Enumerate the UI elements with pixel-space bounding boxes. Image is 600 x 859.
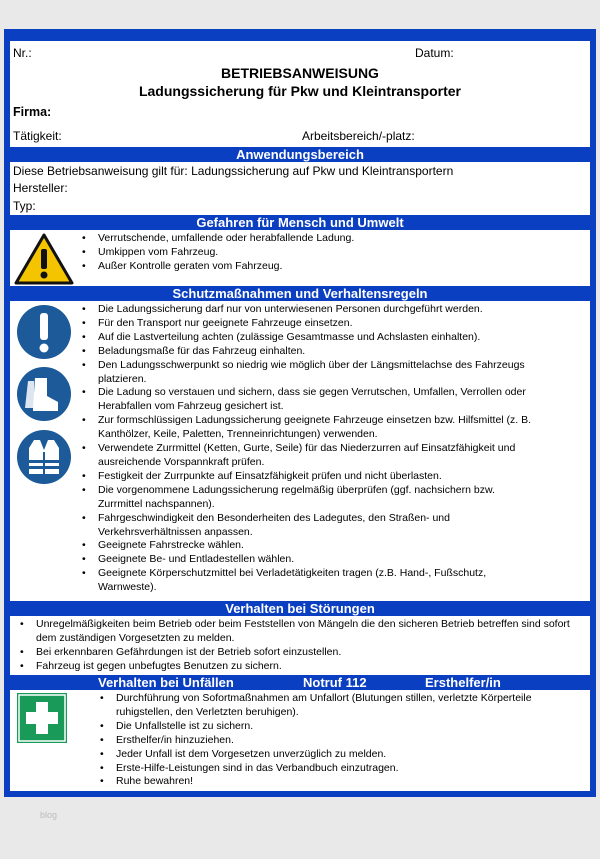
list-item: • Die vorgenommene Ladungssicherung regelmäßig überprüfen (ggf. nachsichern bzw. Zurrmittel nachspannen). <box>98 484 538 512</box>
section-unfaelle-heading <box>10 675 590 690</box>
anwendung-line: Diese Betriebsanweisung gilt für: Ladungssicherung auf Pkw und Kleintransportern <box>13 164 454 178</box>
list-item: • Festigkeit der Zurrpunkte auf Einsatzfähigkeit prüfen und nicht überlasten. <box>98 470 538 484</box>
stoerungen-list-wrap <box>36 618 586 674</box>
list-item: • Beladungsmaße für das Fahrzeug einhalten. <box>98 345 538 359</box>
first-aid-icon <box>17 693 67 743</box>
page-subtitle: Ladungssicherung für Pkw und Kleintransporter <box>138 83 462 99</box>
safety-boots-icon <box>15 365 73 423</box>
list-item: • Geeignete Körperschutzmittel bei Verladetätigkeiten tragen (z.B. Hand-, Fußschutz, Warnweste). <box>98 567 538 595</box>
stoerungen-list <box>36 618 586 674</box>
list-item: • Den Ladungsschwerpunkt so niedrig wie möglich über der Längsmittelachse des Fahrzeugs platzieren. <box>98 359 538 387</box>
list-item: • Die Ladung so verstauen und sichern, dass sie gegen Verrutschen, Umfallen, Verrollen oder Herabfallen vom Fahrzeug gesichert ist. <box>98 386 538 414</box>
list-item: • Geeignete Fahrstrecke wählen. <box>98 539 538 553</box>
list-item: • Verwendete Zurrmittel (Ketten, Gurte, Seile) für das Niederzurren auf Einsatzfähigkeit und ausreichende Vorspannkraft prüfen. <box>98 442 538 470</box>
gefahren-list-wrap <box>98 232 588 274</box>
list-item: • Fahrzeug ist gegen unbefugtes Benutzen zu sichern. <box>36 660 586 674</box>
list-item: • Für den Transport nur geeignete Fahrzeuge einsetzen. <box>98 317 538 331</box>
section-gefahren-heading: Gefahren für Mensch und Umwelt <box>10 215 590 230</box>
section-stoerungen-heading: Verhalten bei Störungen <box>10 601 590 616</box>
list-item: • Verrutschende, umfallende oder herabfallende Ladung. <box>98 232 588 246</box>
list-item: • Ruhe bewahren! <box>116 775 576 789</box>
section-schutz-heading: Schutzmaßnahmen und Verhaltensregeln <box>10 286 590 301</box>
schutz-list <box>98 303 538 595</box>
warning-triangle-icon <box>14 233 74 285</box>
list-item: • Auf die Lastverteilung achten (zulässige Gesamtmasse und Achslasten einhalten). <box>98 331 538 345</box>
firma-label: Firma: <box>13 105 52 119</box>
list-item: • Fahrgeschwindigkeit den Besonderheiten des Ladegutes, den Straßen- und Verkehrsverhältnissen anpassen. <box>98 512 538 540</box>
mandatory-general-icon <box>15 303 73 361</box>
list-item: • Geeignete Be- und Entladestellen wählen. <box>98 553 538 567</box>
list-item: • Bei erkennbaren Gefährdungen ist der Betrieb sofort einzustellen. <box>36 646 586 660</box>
list-item: • Zur formschlüssigen Ladungssicherung geeignete Fahrzeuge einsetzen bzw. Hilfsmittel (z. B. Kanthölzer, Keile, Paletten, Trenneinrichtungen) verwenden. <box>98 414 538 442</box>
datum-label: Datum: <box>415 46 454 60</box>
typ-label: Typ: <box>13 199 36 213</box>
taetigkeit-label: Tätigkeit: <box>13 129 62 143</box>
list-item: • Umkippen vom Fahrzeug. <box>98 246 588 260</box>
gefahren-icon-cell <box>10 230 80 287</box>
list-item: • Die Unfallstelle ist zu sichern. <box>116 720 576 734</box>
blog-watermark: blog <box>40 810 58 820</box>
list-item: • Jeder Unfall ist dem Vorgesetzen unverzüglich zu melden. <box>116 748 576 762</box>
list-item: • Die Ladungssicherung darf nur von unterwiesenen Personen durchgeführt werden. <box>98 303 538 317</box>
gefahren-list <box>98 232 588 274</box>
list-item: • Außer Kontrolle geraten vom Fahrzeug. <box>98 260 588 274</box>
arbeitsbereich-label: Arbeitsbereich/-platz: <box>302 129 415 143</box>
warning-vest-icon <box>15 428 73 486</box>
document-body <box>10 41 590 791</box>
unfaelle-heading: Verhalten bei Unfällen <box>98 675 234 690</box>
ersthelfer-label: Ersthelfer/in <box>425 675 501 690</box>
notruf-label: Notruf 112 <box>303 675 367 690</box>
unfaelle-icon-cell <box>10 690 80 750</box>
unfaelle-list-wrap <box>116 692 576 789</box>
schutz-icon-cell <box>10 301 80 601</box>
document-frame <box>4 29 596 797</box>
schutz-list-wrap <box>98 303 538 595</box>
list-item: • Ersthelfer/in hinzuziehen. <box>116 734 576 748</box>
list-item: • Erste-Hilfe-Leistungen sind in das Verbandbuch einzutragen. <box>116 762 576 776</box>
list-item: • Unregelmäßigkeiten beim Betrieb oder beim Feststellen von Mängeln die den sicheren Betrieb betreffen sind sofort dem zuständigen Vorgesetzten zu melden. <box>36 618 586 646</box>
unfaelle-list <box>116 692 576 789</box>
nr-label: Nr.: <box>13 46 32 60</box>
hersteller-label: Hersteller: <box>13 181 68 195</box>
page-title: BETRIEBSANWEISUNG <box>221 65 379 81</box>
list-item: • Durchführung von Sofortmaßnahmen am Unfallort (Blutungen stillen, verletzte Körperteile ruhigstellen, den Verletzten beruhigen). <box>116 692 576 720</box>
section-anwendungsbereich-heading: Anwendungsbereich <box>10 147 590 162</box>
